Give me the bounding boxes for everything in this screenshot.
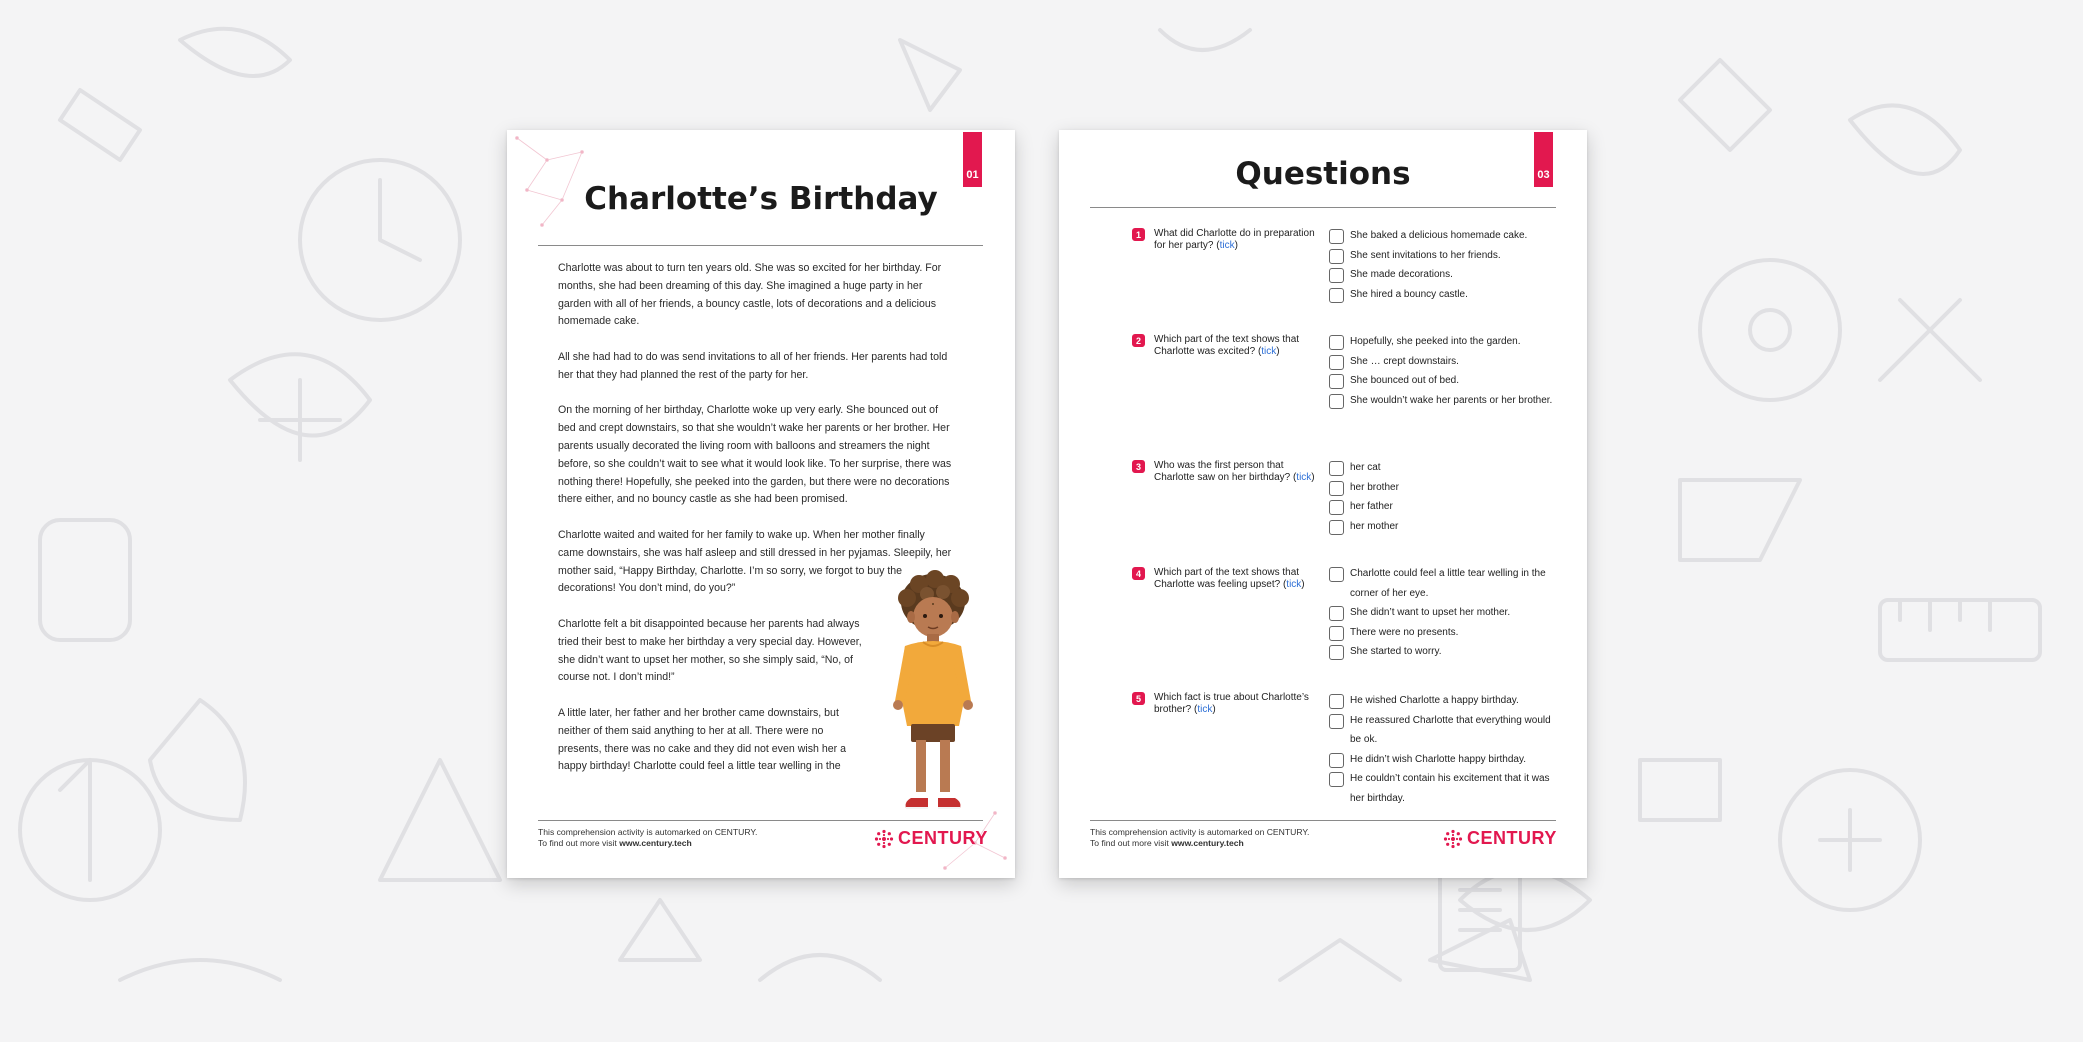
question-prompt: Which part of the text shows that Charlotte was excited? — [1154, 334, 1300, 357]
brand-name: CENTURY — [898, 828, 988, 848]
question-number: 4 — [1132, 567, 1145, 580]
option-label: She made decorations. — [1350, 269, 1453, 280]
tick-instruction: tick — [1197, 704, 1213, 715]
worksheet-page-story — [507, 130, 1015, 878]
story-title: Charlotte’s Birthday — [584, 181, 938, 217]
option-label: She wouldn’t wake her parents or her brother. — [1350, 394, 1553, 406]
answer-option[interactable] — [1329, 375, 1555, 391]
answer-option[interactable] — [1329, 627, 1555, 643]
footer-line: This comprehension activity is automarked on CENTURY. — [1090, 827, 1310, 837]
story-paragraph: Charlotte felt a bit disappointed because her parents had always tried their best to make her birthday a very special day. However, she didn’t want to upset her mother, so she simply said, “No, of course not. I don’t mind!” — [558, 617, 862, 684]
footer-note — [538, 827, 757, 849]
story-paragraph: A little later, her father and her brother came downstairs, but neither of them said anything to her at all. There were no presents, there was no cake and they did not even wish her a happy birthday! Charlotte could feel a little tear welling in the — [558, 706, 846, 773]
answer-option[interactable] — [1329, 646, 1555, 662]
answer-option[interactable] — [1329, 462, 1555, 478]
answer-option[interactable] — [1329, 715, 1555, 750]
checkbox[interactable] — [1329, 268, 1344, 283]
divider — [538, 820, 983, 821]
question-number: 1 — [1132, 228, 1145, 241]
page-number-tab: 03 — [1534, 132, 1553, 187]
footer-line — [1090, 838, 1309, 849]
century-logo-icon — [1443, 829, 1463, 849]
option-label: her brother — [1350, 481, 1399, 493]
answer-option[interactable] — [1329, 695, 1555, 711]
answer-option[interactable] — [1329, 269, 1555, 285]
option-label: her cat — [1350, 462, 1381, 473]
option-label: She started to worry. — [1350, 646, 1442, 657]
checkbox[interactable] — [1329, 626, 1344, 641]
answer-option[interactable] — [1329, 501, 1555, 517]
checkbox[interactable] — [1329, 694, 1344, 709]
option-label: her mother — [1350, 520, 1399, 532]
option-label: He reassured Charlotte that everything would be ok. — [1350, 714, 1551, 745]
tick-instruction: tick — [1286, 579, 1302, 590]
footer-prefix: To find out more visit — [1090, 838, 1172, 848]
checkbox[interactable] — [1329, 288, 1344, 303]
question-prompt: Which part of the text shows that Charlotte was feeling upset? — [1154, 567, 1300, 590]
answer-option[interactable] — [1329, 773, 1555, 808]
option-label: Hopefully, she peeked into the garden. — [1350, 336, 1521, 347]
option-label: She hired a bouncy castle. — [1350, 288, 1468, 300]
question-number: 2 — [1132, 334, 1145, 347]
answer-option[interactable] — [1329, 230, 1555, 246]
child-illustration — [883, 570, 983, 820]
checkbox[interactable] — [1329, 461, 1344, 476]
option-label: She … crept downstairs. — [1350, 355, 1459, 367]
option-label: her father — [1350, 501, 1393, 512]
question-text: Who was the first person that Charlotte saw on her birthday? (tick) — [1154, 460, 1315, 483]
brand-name: CENTURY — [1467, 828, 1557, 848]
answer-option[interactable] — [1329, 521, 1555, 537]
century-logo — [1443, 828, 1557, 849]
century-logo-icon — [874, 829, 894, 849]
checkbox[interactable] — [1329, 481, 1344, 496]
checkbox[interactable] — [1329, 249, 1344, 264]
tick-instruction: tick — [1261, 346, 1277, 357]
question-number: 5 — [1132, 692, 1145, 705]
divider — [1090, 207, 1556, 208]
checkbox[interactable] — [1329, 753, 1344, 768]
checkbox[interactable] — [1329, 229, 1344, 244]
option-label: Charlotte could feel a little tear welling in the corner of her eye. — [1350, 568, 1546, 599]
footer-note — [1090, 827, 1309, 849]
checkbox[interactable] — [1329, 772, 1344, 787]
option-label: She didn’t want to upset her mother. — [1350, 607, 1511, 618]
page-number-tab: 01 — [963, 132, 982, 187]
question-prompt: Which fact is true about Charlotte’s brother? — [1154, 692, 1309, 715]
question-text: Which fact is true about Charlotte’s brother? (tick) — [1154, 692, 1309, 715]
question-prompt: What did Charlotte do in preparation for her party? — [1154, 228, 1315, 251]
century-logo — [874, 828, 988, 849]
checkbox[interactable] — [1329, 355, 1344, 370]
option-label: There were no presents. — [1350, 626, 1459, 638]
checkbox[interactable] — [1329, 520, 1344, 535]
footer-line — [538, 838, 757, 849]
story-paragraph: On the morning of her birthday, Charlotte woke up very early. She bounced out of bed and crept downstairs, so that she wouldn’t wake her parents or her brother. Her parents usually decorated the living room with balloons and streamers the night before, so she couldn’t wait to see what it would look like. To her surprise, there was nothing there! Hopefully, she peeked into the garden, but there were no decorations there either, and no bouncy castle as she had been promised. — [558, 404, 952, 506]
story-paragraph: Charlotte waited and waited for her family to wake up. When her mother finally came downstairs, she was half asleep and still dressed in her pyjamas. Sleepily, her mother said, “Happy Birthday, Charlotte. I’m so sorry, we forgot to buy the decorations! You don’t mind, do you?” — [558, 528, 952, 595]
footer-line: This comprehension activity is automarked on CENTURY. — [538, 827, 758, 837]
questions-title: Questions — [1235, 156, 1411, 192]
divider — [538, 245, 983, 246]
tick-instruction: tick — [1296, 472, 1312, 483]
checkbox[interactable] — [1329, 335, 1344, 350]
answer-option[interactable] — [1329, 754, 1555, 770]
answer-option[interactable] — [1329, 607, 1555, 623]
answer-option[interactable] — [1329, 482, 1555, 498]
story-paragraph: All she had had to do was send invitations to all of her friends. Her parents had told her that they had planned the rest of the party for her. — [558, 350, 948, 381]
question-prompt: Who was the first person that Charlotte saw on her birthday? — [1154, 460, 1291, 483]
question-number: 3 — [1132, 460, 1145, 473]
checkbox[interactable] — [1329, 567, 1344, 582]
checkbox[interactable] — [1329, 500, 1344, 515]
option-label: He couldn’t contain his excitement that it was her birthday. — [1350, 773, 1550, 804]
question-text: What did Charlotte do in preparation for her party? (tick) — [1154, 228, 1315, 251]
answer-option[interactable] — [1329, 289, 1555, 305]
answer-option[interactable] — [1329, 250, 1555, 266]
option-label: She sent invitations to her friends. — [1350, 249, 1501, 261]
story-paragraph: Charlotte was about to turn ten years old. She was so excited for her birthday. For months, she had been dreaming of this day. She imagined a huge party in her garden with all of her friends, a bouncy castle, lots of decorations and a delicious homemade cake. — [558, 262, 942, 328]
checkbox[interactable] — [1329, 374, 1344, 389]
answer-option[interactable] — [1329, 356, 1555, 372]
answer-option[interactable] — [1329, 336, 1555, 352]
checkbox[interactable] — [1329, 714, 1344, 729]
answer-option[interactable] — [1329, 395, 1555, 411]
answer-option[interactable] — [1329, 568, 1565, 603]
option-label: She bounced out of bed. — [1350, 375, 1459, 386]
footer-prefix: To find out more visit — [538, 838, 620, 848]
divider — [1090, 820, 1556, 821]
option-label: She baked a delicious homemade cake. — [1350, 230, 1528, 241]
footer-link[interactable]: www.century.tech — [1171, 838, 1244, 848]
option-label: He wished Charlotte a happy birthday. — [1350, 695, 1519, 706]
checkbox[interactable] — [1329, 606, 1344, 621]
checkbox[interactable] — [1329, 645, 1344, 660]
tick-instruction: tick — [1219, 240, 1235, 251]
checkbox[interactable] — [1329, 394, 1344, 409]
footer-link[interactable]: www.century.tech — [619, 838, 692, 848]
question-text: Which part of the text shows that Charlotte was excited? (tick) — [1154, 334, 1300, 357]
worksheet-page-questions — [1059, 130, 1587, 878]
option-label: He didn’t wish Charlotte happy birthday. — [1350, 753, 1527, 765]
question-text: Which part of the text shows that Charlotte was feeling upset? (tick) — [1154, 567, 1305, 590]
